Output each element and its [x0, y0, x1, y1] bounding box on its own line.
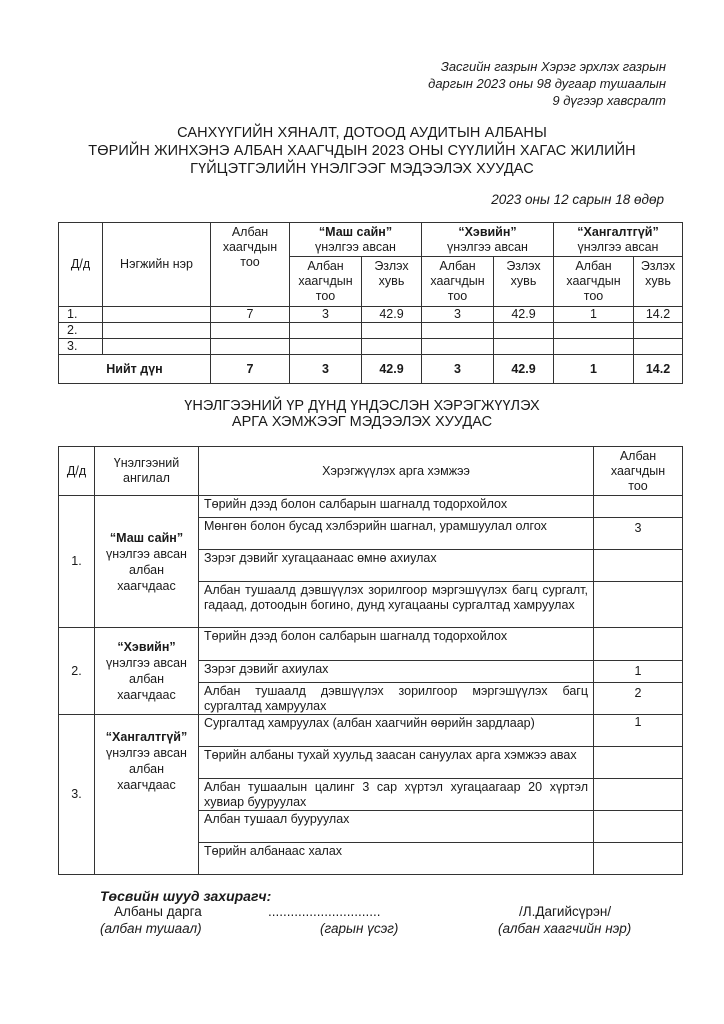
annex-reference	[428, 58, 666, 109]
signer-name: /Л.Дагийсүрэн/	[519, 904, 612, 919]
header-group-unsatisfactory	[554, 223, 683, 257]
cell-total	[211, 323, 290, 339]
measure-text: Зэрэг дэвийг ахиулах	[199, 661, 594, 683]
category-text: хаагчдаас	[117, 578, 176, 593]
cell-u-pct	[634, 339, 683, 355]
subheader-count	[422, 257, 494, 307]
total-u-pct: 14.2	[634, 355, 683, 384]
cell-vg-count: 3	[290, 307, 362, 323]
header-text: Үнэлгээний	[113, 456, 180, 470]
group-no: 1.	[59, 496, 95, 628]
cell-u-count: 1	[554, 307, 634, 323]
group-category	[95, 496, 199, 628]
header-text: Эзлэх	[506, 259, 541, 273]
measure-count	[594, 747, 683, 779]
category-text: албан	[129, 562, 164, 577]
cell-u-count	[554, 339, 634, 355]
total-vg-pct: 42.9	[362, 355, 422, 384]
total-vg-count: 3	[290, 355, 362, 384]
header-text: тоо	[628, 478, 648, 493]
header-text: хувь	[510, 274, 537, 288]
measure-count: 3	[594, 518, 683, 550]
cell-u-pct	[634, 323, 683, 339]
header-text: хаагчдын	[222, 240, 278, 254]
header-group-normal	[422, 223, 554, 257]
signature-row	[100, 904, 680, 921]
header-text: хаагчдын	[298, 274, 353, 288]
table-row	[59, 339, 683, 355]
measure-count	[594, 496, 683, 518]
cell-n-pct	[494, 339, 554, 355]
measure-text: Төрийн дээд болон салбарын шагналд тодорхойлох	[199, 496, 594, 518]
category-text: хаагчдаас	[117, 688, 176, 702]
cell-no: 3.	[59, 339, 103, 355]
category-text: үнэлгээ авсан	[106, 546, 187, 561]
header-text: Албан	[575, 259, 612, 273]
header-text: хаагчдын	[610, 463, 666, 478]
cell-vg-pct	[362, 339, 422, 355]
header-no: Д/д	[59, 447, 95, 496]
annex-line: 9 дүгээр хавсралт	[552, 93, 666, 108]
caption-name: (албан хаагчийн нэр)	[498, 921, 632, 936]
group-sub: үнэлгээ авсан	[315, 239, 396, 254]
header-text: хаагчдын	[430, 274, 485, 288]
caption-position: (албан тушаал)	[100, 921, 202, 936]
cell-total	[211, 339, 290, 355]
signature-heading: Төсвийн шууд захирагч:	[100, 888, 272, 904]
cell-vg-pct	[362, 323, 422, 339]
group-category	[95, 715, 199, 875]
total-n-count: 3	[422, 355, 494, 384]
cell-total: 7	[211, 307, 290, 323]
cell-unit	[103, 307, 211, 323]
header-staff-count	[211, 223, 290, 307]
cell-no: 2.	[59, 323, 103, 339]
signature-captions	[100, 921, 680, 938]
annex-line: Засгийн газрын Хэрэг эрхлэх газрын	[440, 59, 666, 74]
subheader-pct	[494, 257, 554, 307]
cell-u-pct: 14.2	[634, 307, 683, 323]
signer-position: Албаны дарга	[114, 904, 202, 919]
header-text: Эзлэх	[374, 259, 409, 273]
measure-text: Албан тушаалын цалинг 3 сар хүртэл хугацаагаар 20 хүртэл хувиар бууруулах	[199, 779, 594, 811]
subheader-pct	[362, 257, 422, 307]
evaluation-summary-table	[58, 222, 683, 384]
table-row	[59, 628, 683, 661]
cell-u-count	[554, 323, 634, 339]
measure-count	[594, 779, 683, 811]
measure-count	[594, 843, 683, 875]
cell-n-count	[422, 339, 494, 355]
cell-unit	[103, 339, 211, 355]
report-date: 2023 оны 12 сарын 18 өдөр	[491, 192, 664, 207]
header-measure: Хэрэгжүүлэх арга хэмжээ	[199, 447, 594, 496]
signature-line: ..............................	[268, 904, 381, 919]
measure-text: Албан тушаалд дэвшүүлэх зорилгоор мэргэшүүлэх багц сургалтад хамруулах	[199, 683, 594, 715]
group-sub: үнэлгээ авсан	[577, 239, 659, 254]
measure-text: Албан тушаалд дэвшүүлэх зорилгоор мэргэшүүлэх багц сургалт, гадаад, дотоодын богино, дунд хугацааны сургалтад хамруулах	[199, 582, 594, 628]
group-name: “Хангалтгүй”	[577, 224, 659, 239]
table-row	[59, 715, 683, 747]
header-text: тоо	[240, 255, 260, 269]
group-name: “Маш сайн”	[318, 224, 393, 239]
category-name: “Хангалтгүй”	[105, 730, 188, 744]
measure-count: 2	[594, 683, 683, 715]
total-row	[59, 355, 683, 384]
title-line: ГҮЙЦЭТГЭЛИЙН ҮНЭЛГЭЭГ МЭДЭЭЛЭХ ХУУДАС	[190, 161, 534, 177]
subheader-pct	[634, 257, 683, 307]
cell-vg-pct: 42.9	[362, 307, 422, 323]
subheader-count	[290, 257, 362, 307]
category-text: үнэлгээ авсан	[106, 656, 187, 670]
header-text: хувь	[378, 274, 405, 288]
header-count	[594, 447, 683, 496]
header-text: хаагчдын	[566, 274, 621, 288]
header-text: тоо	[315, 289, 336, 303]
group-no: 3.	[59, 715, 95, 875]
cell-unit	[103, 323, 211, 339]
cell-n-count: 3	[422, 307, 494, 323]
measure-text: Зэрэг дэвийг хугацаанаас өмнө ахиулах	[199, 550, 594, 582]
table-row	[59, 323, 683, 339]
header-text: Албан	[619, 448, 657, 463]
cell-vg-count	[290, 323, 362, 339]
total-label: Нийт дүн	[59, 355, 211, 384]
measure-count: 1	[594, 715, 683, 747]
header-text: тоо	[447, 289, 468, 303]
measure-count	[594, 550, 683, 582]
header-text: Албан	[307, 259, 344, 273]
header-text: ангилал	[123, 471, 170, 485]
section-title	[0, 398, 724, 430]
subheader-count	[554, 257, 634, 307]
header-category	[95, 447, 199, 496]
title-line: ҮНЭЛГЭЭНИЙ ҮР ДҮНД ҮНДЭСЛЭН ХЭРЭГЖҮҮЛЭХ	[184, 398, 540, 414]
annex-line: даргын 2023 оны 98 дугаар тушаалын	[428, 76, 666, 91]
header-text: Албан	[439, 259, 476, 273]
table-row	[59, 496, 683, 518]
header-no: Д/д	[59, 223, 103, 307]
category-text: үнэлгээ авсан	[106, 746, 187, 760]
table-row	[59, 307, 683, 323]
measure-text: Албан тушаал бууруулах	[199, 811, 594, 843]
group-category	[95, 628, 199, 715]
measure-text: Төрийн дээд болон салбарын шагналд тодорхойлох	[199, 628, 594, 661]
header-text: хувь	[645, 274, 671, 288]
category-name: “Хэвийн”	[117, 640, 176, 654]
group-sub: үнэлгээ авсан	[447, 239, 528, 254]
header-text: тоо	[583, 289, 604, 303]
header-text: Эзлэх	[640, 259, 676, 273]
category-text: албан	[129, 762, 164, 776]
measures-table	[58, 446, 683, 875]
measure-count	[594, 811, 683, 843]
measure-text: Мөнгөн болон бусад хэлбэрийн шагнал, урамшуулал олгох	[199, 518, 594, 550]
group-no: 2.	[59, 628, 95, 715]
caption-signature: (гарын үсэг)	[320, 921, 399, 936]
total-staff: 7	[211, 355, 290, 384]
signature-block	[100, 888, 680, 938]
cell-vg-count	[290, 339, 362, 355]
measure-text: Төрийн албанаас халах	[199, 843, 594, 875]
total-n-pct: 42.9	[494, 355, 554, 384]
category-name: “Маш сайн”	[109, 530, 184, 545]
category-text: албан	[129, 672, 164, 686]
cell-no: 1.	[59, 307, 103, 323]
measure-text: Сургалтад хамруулах (албан хаагчийн өөрийн зардлаар)	[199, 715, 594, 747]
category-text: хаагчдаас	[117, 778, 176, 792]
cell-n-count	[422, 323, 494, 339]
title-line: САНХҮҮГИЙН ХЯНАЛТ, ДОТООД АУДИТЫН АЛБАНЫ	[177, 125, 547, 141]
total-u-count: 1	[554, 355, 634, 384]
measure-text: Төрийн албаны тухай хуульд заасан сануулах арга хэмжээ авах	[199, 747, 594, 779]
measure-count	[594, 628, 683, 661]
cell-n-pct: 42.9	[494, 307, 554, 323]
cell-n-pct	[494, 323, 554, 339]
title-line: ТӨРИЙН ЖИНХЭНЭ АЛБАН ХААГЧДЫН 2023 ОНЫ СҮҮЛИЙН ХАГАС ЖИЛИЙН	[88, 143, 636, 159]
header-unit-name: Нэгжийн нэр	[103, 223, 211, 307]
title-line: АРГА ХЭМЖЭЭГ МЭДЭЭЛЭХ ХУУДАС	[231, 414, 493, 430]
group-name: “Хэвийн”	[458, 224, 517, 239]
header-group-very-good	[290, 223, 422, 257]
measure-count: 1	[594, 661, 683, 683]
header-text: Албан	[231, 225, 269, 239]
measure-count	[594, 582, 683, 628]
page-title	[0, 124, 724, 178]
